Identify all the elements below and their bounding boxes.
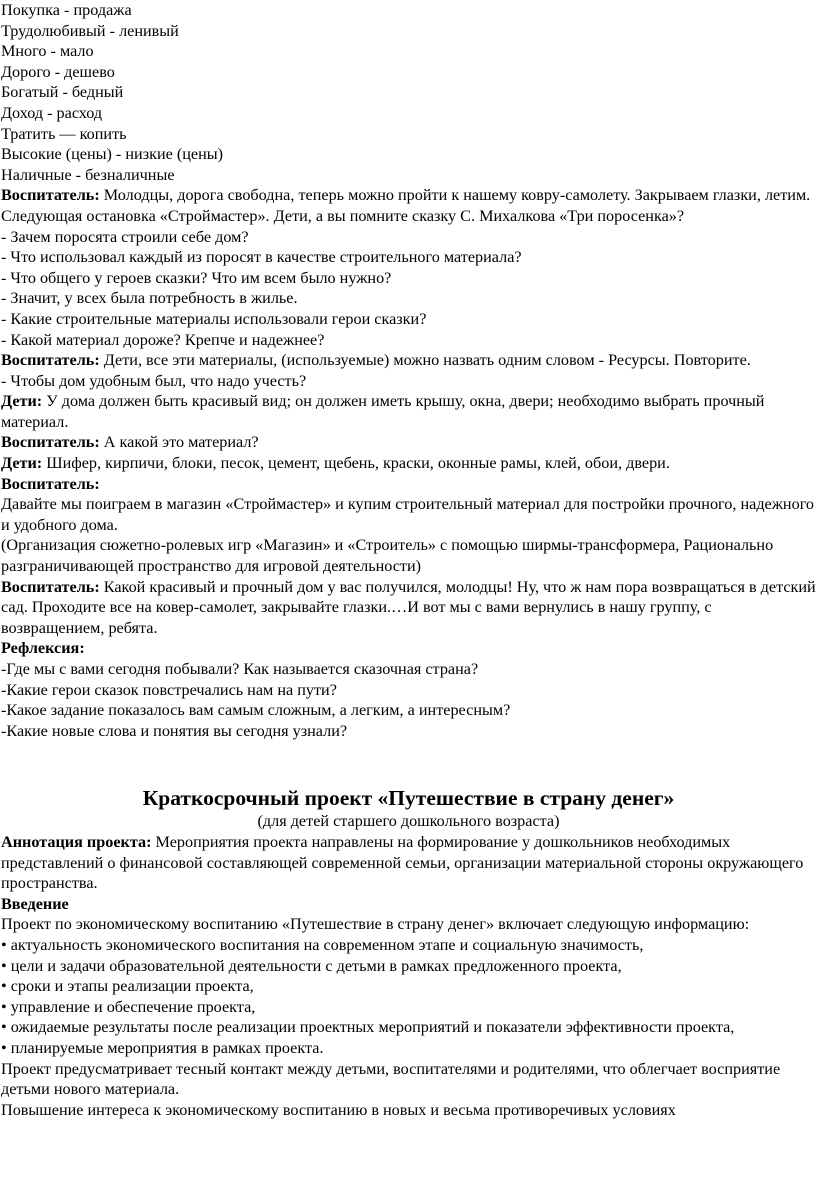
question-line: - Что общего у героев сказки? Что им всем было нужно? xyxy=(1,268,392,287)
dialogue-paragraph xyxy=(1,432,816,453)
stage-note: (Организация сюжетно-ролевых игр «Магазин» и «Строитель» с помощью ширмы-трансформера, Рационально разграничивающей пространство для игровой деятельности) xyxy=(1,536,774,576)
question-line: - Чтобы дом удобным был, что надо учесть? xyxy=(1,371,307,390)
question-line: - Какие строительные материалы использовали герои сказки? xyxy=(1,309,427,328)
dialogue-text: А какой это материал? xyxy=(99,433,259,452)
reflection-item: -Где мы с вами сегодня побывали? Как называется сказочная страна? xyxy=(1,660,479,678)
bullet-item: • цели и задачи образовательной деятельности с детьми в рамках предложенного проекта, xyxy=(1,956,622,975)
speaker-heading xyxy=(1,474,816,495)
antonym-line: Наличные - безналичные xyxy=(1,165,175,184)
question-line: - Значит, у всех была потребность в жилье. xyxy=(1,289,298,308)
dialogue-text: Молодцы, дорога свободна, теперь можно пройти к нашему ковру-самолету. Закрываем глазки, летим. Следующая остановка «Строймастер». Дети, а вы помните сказку С. Михалкова «Три поросенка»? xyxy=(1,186,811,225)
antonym-line: Покупка - продажа xyxy=(1,1,132,19)
antonym-line: Трудолюбивый - ленивый xyxy=(1,21,179,40)
dialogue-paragraph xyxy=(1,350,816,371)
antonym-line: Высокие (цены) - низкие (цены) xyxy=(1,145,224,164)
reflection-item: -Какие новые слова и понятия вы сегодня узнали? xyxy=(1,721,348,740)
question-line: - Зачем поросята строили себе дом? xyxy=(1,227,249,246)
antonym-line: Тратить — копить xyxy=(1,124,127,143)
project-title: Краткосрочный проект «Путешествие в страну денег» xyxy=(142,786,675,811)
antonym-line: Доход - расход xyxy=(1,103,103,122)
closing-paragraph: Повышение интереса к экономическому воспитанию в новых и весьма противоречивых условиях xyxy=(1,1100,676,1119)
speaker-label: Воспитатель: xyxy=(1,351,100,370)
question-line: - Что использовал каждый из поросят в качестве строительного материала? xyxy=(1,248,522,267)
bullet-item: • управление и обеспечение проекта, xyxy=(1,997,256,1016)
dialogue-paragraph xyxy=(1,185,816,226)
annotation-text: Мероприятия проекта направлены на формирование у дошкольников необходимых представлений о финансовой составляющей современной семьи, организации материальной стороны окружающего пространства. xyxy=(1,832,804,893)
speaker-label: Воспитатель: xyxy=(1,474,100,493)
dialogue-text: У дома должен быть красивый вид; он должен иметь крышу, окна, двери; необходимо выбрать прочный материал. xyxy=(1,392,765,431)
bullet-item: • актуальность экономического воспитания на современном этапе и социальную значимость, xyxy=(1,935,644,954)
intro-text: Проект по экономическому воспитанию «Путешествие в страну денег» включает следующую информацию: xyxy=(1,915,750,934)
speaker-label: Воспитатель: xyxy=(1,577,100,596)
question-line: - Какой материал дороже? Крепче и надежнее? xyxy=(1,330,325,349)
dialogue-text: Какой красивый и прочный дом у вас получился, молодцы! Ну, что ж нам пора возвращаться в детский сад. Проходите все на ковер-самолет, закрывайте глазки.…И вот мы с вами вернулись в нашу группу, с возвращением, ребята. xyxy=(1,577,816,637)
dialogue-text: Дети, все эти материалы, (используемые) можно назвать одним словом - Ресурсы. Повторите. xyxy=(99,351,751,370)
dialogue-text: Шифер, кирпичи, блоки, песок, цемент, щебень, краски, оконные рамы, клей, обои, двери. xyxy=(42,454,670,473)
speaker-label: Дети: xyxy=(1,454,43,473)
bullet-item: • ожидаемые результаты после реализации проектных мероприятий и показатели эффективности проекта, xyxy=(1,1018,735,1037)
project-subtitle: (для детей старшего дошкольного возраста) xyxy=(257,812,560,831)
closing-paragraph: Проект предусматривает тесный контакт между детьми, воспитателями и родителями, что облегчает восприятие детьми нового материала. xyxy=(1,1059,781,1099)
section-spacer xyxy=(1,741,816,785)
speaker-label: Дети: xyxy=(1,392,43,411)
bullet-item: • сроки и этапы реализации проекта, xyxy=(1,977,254,996)
antonym-line: Дорого - дешево xyxy=(1,62,115,81)
dialogue-paragraph xyxy=(1,577,816,639)
intro-heading: Введение xyxy=(1,894,69,913)
antonym-line: Богатый - бедный xyxy=(1,83,124,102)
bullet-item: • планируемые мероприятия в рамках проекта. xyxy=(1,1038,324,1057)
dialogue-text: Давайте мы поиграем в магазин «Строймастер» и купим строительный материал для постройки прочного, надежного и удобного дома. xyxy=(1,495,815,534)
dialogue-paragraph xyxy=(1,453,816,474)
annotation-paragraph xyxy=(1,832,816,894)
speaker-label: Воспитатель: xyxy=(1,186,100,205)
antonym-line: Много - мало xyxy=(1,42,94,61)
speaker-label: Воспитатель: xyxy=(1,433,100,452)
reflection-item: -Какое задание показалось вам самым сложным, а легким, а интересным? xyxy=(1,701,511,720)
dialogue-paragraph xyxy=(1,391,816,432)
reflection-item: -Какие герои сказок повстречались нам на пути? xyxy=(1,680,337,699)
reflection-heading: Рефлексия: xyxy=(1,639,85,658)
annotation-label: Аннотация проекта: xyxy=(1,832,152,851)
